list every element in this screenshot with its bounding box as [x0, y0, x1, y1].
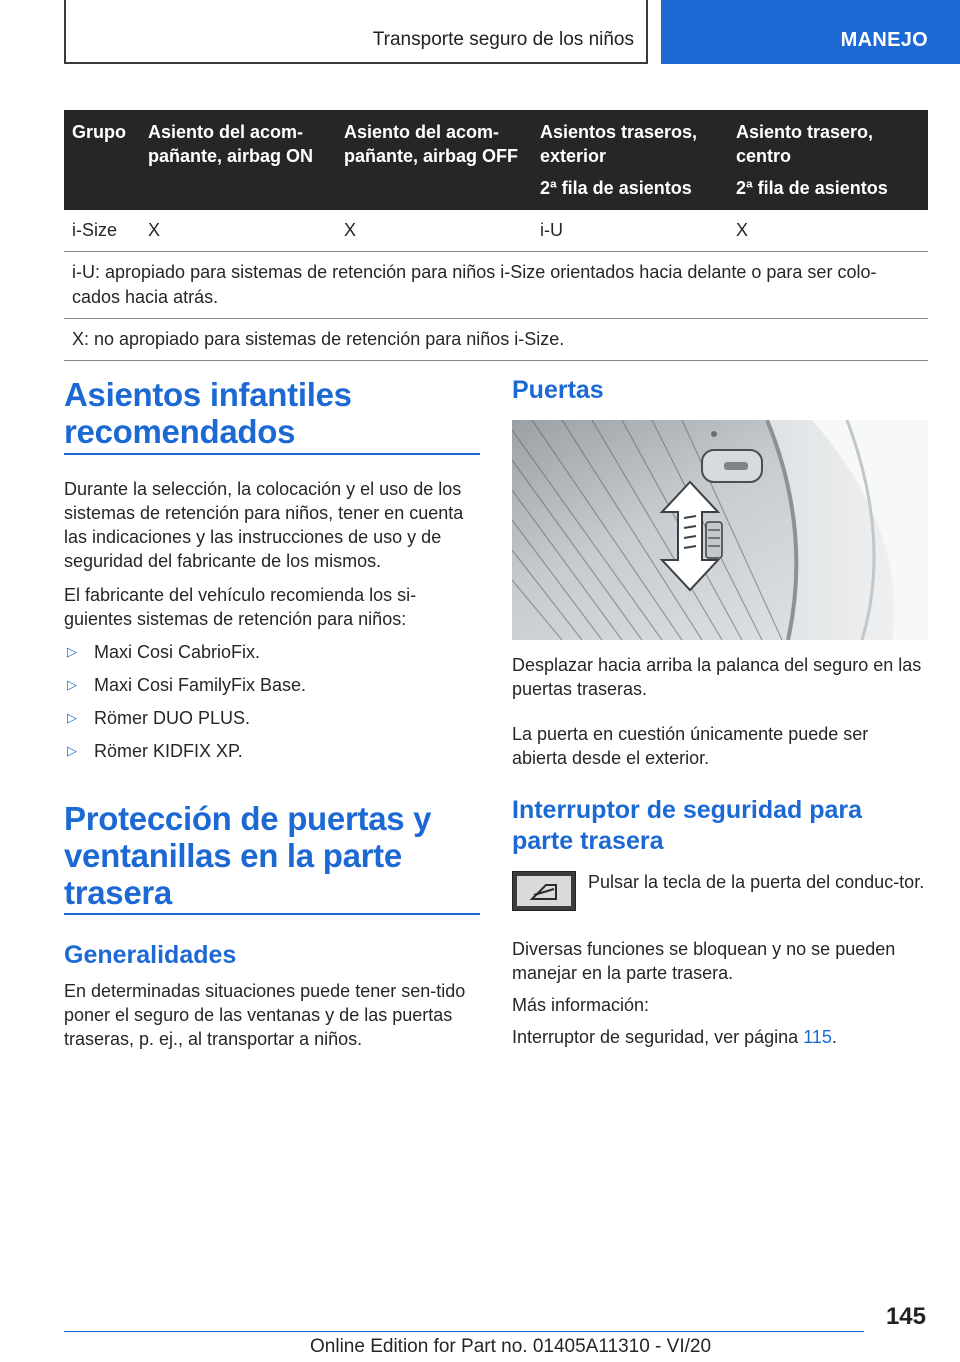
table-note: X: no apropiado para sistemas de retención para niños i-Size. — [64, 319, 928, 361]
table-header-cell: Asiento trasero, centro 2ª fila de asientos — [728, 110, 928, 210]
footer-rule — [64, 1331, 864, 1332]
list-item: ▷ Römer DUO PLUS. — [67, 708, 251, 728]
table-header-cell: Asientos traseros, exterior 2ª fila de asientos — [532, 110, 728, 210]
door-lock-lever-photo — [512, 420, 928, 640]
table-header-cell: Grupo — [64, 110, 140, 210]
table-row — [64, 210, 928, 252]
paragraph: El fabricante del vehículo recomienda los si-guientes sistemas de retención para niños: — [64, 585, 417, 629]
footer-edition: Online Edition for Part no. 01405A11310 - VI/20 — [310, 1336, 712, 1357]
table-note: i-U: apropiado para sistemas de retención para niños i-Size orientados hacia delante o para ser colo-cados hacia atrás. — [64, 252, 928, 319]
paragraph: Más información: — [512, 995, 650, 1015]
header-title-box — [64, 0, 648, 64]
table-note-row — [64, 319, 928, 361]
paragraph: Diversas funciones se bloquean y no se pueden manejar en la parte trasera. — [512, 939, 896, 983]
heading-door-window-protection: Protección de puertas y ventanillas en la parte trasera — [64, 800, 432, 911]
chapter-tab[interactable] — [661, 0, 960, 64]
bullet-triangle-icon: ▷ — [67, 743, 77, 758]
list-item: ▷ Maxi Cosi FamilyFix Base. — [67, 675, 307, 695]
page-link[interactable]: 115 — [803, 1027, 832, 1047]
paragraph-with-link: Interruptor de seguridad, ver página 115. — [512, 1027, 837, 1047]
paragraph: Pulsar la tecla de la puerta del conduc-tor. — [588, 872, 925, 892]
heading-doors: Puertas — [512, 376, 604, 404]
table-cell: X — [728, 210, 928, 252]
heading-rule — [64, 913, 480, 915]
heading-safety-switch: Interruptor de seguridad para parte trasera — [512, 796, 863, 855]
list-item: ▷ Römer KIDFIX XP. — [67, 741, 243, 761]
paragraph: Durante la selección, la colocación y el uso de los sistemas de retención para niños, tener en cuenta las indicaciones y las instrucciones de uso y de seguridad del fabricante de los mismos. — [64, 479, 464, 571]
table-header-cell: Asiento del acom-pañante, airbag OFF — [336, 110, 532, 210]
heading-rule — [64, 453, 480, 455]
table-header-row — [64, 110, 928, 210]
list-item: ▷ Maxi Cosi CabrioFix. — [67, 642, 261, 662]
bullet-triangle-icon: ▷ — [67, 677, 77, 692]
child-seat-table — [64, 110, 928, 361]
heading-generalities: Generalidades — [64, 941, 237, 969]
table-cell: i-Size — [64, 210, 140, 252]
chapter-tab-label: MANEJO — [840, 29, 928, 51]
paragraph: La puerta en cuestión únicamente puede ser abierta desde el exterior. — [512, 724, 869, 768]
table-header-cell: Asiento del acom-pañante, airbag ON — [140, 110, 336, 210]
recommended-seats-list — [64, 640, 306, 772]
window-lock-key-icon — [512, 871, 576, 911]
table-cell: i-U — [532, 210, 728, 252]
paragraph: Desplazar hacia arriba la palanca del seguro en las puertas traseras. — [512, 655, 922, 699]
paragraph: En determinadas situaciones puede tener sen-tido poner el seguro de las ventanas y de las puertas traseras, p. ej., al transportar a niños. — [64, 981, 466, 1049]
table-cell: X — [336, 210, 532, 252]
table-cell: X — [140, 210, 336, 252]
heading-recommended-seats: Asientos infantiles recomendados — [64, 376, 352, 450]
bullet-triangle-icon: ▷ — [67, 644, 77, 659]
table-note-row — [64, 252, 928, 319]
page-number: 145 — [885, 1303, 926, 1330]
bullet-triangle-icon: ▷ — [67, 710, 77, 725]
section-title: Transporte seguro de los niños — [372, 29, 634, 50]
